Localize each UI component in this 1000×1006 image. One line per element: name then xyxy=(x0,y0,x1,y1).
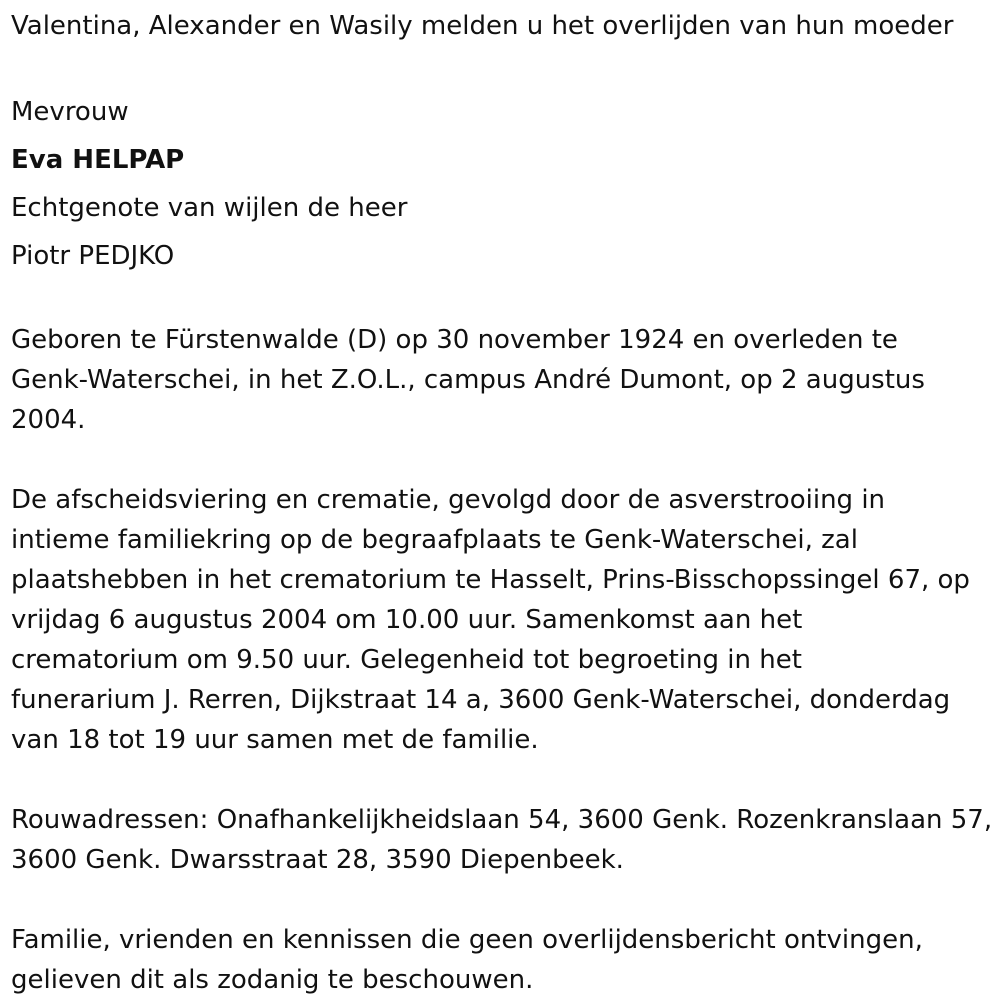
paragraph-line: Familie, vrienden en kennissen die geen overlijdensbericht ontvingen, xyxy=(11,925,923,955)
spouse-name: Piotr PEDJKO xyxy=(11,241,175,271)
paragraph-line: vrijdag 6 augustus 2004 om 10.00 uur. Samenkomst aan het xyxy=(11,605,803,635)
paragraph-line: crematorium om 9.50 uur. Gelegenheid tot begroeting in het xyxy=(11,645,802,675)
paragraph-line: 2004. xyxy=(11,405,86,435)
spouse-label: Echtgenote van wijlen de heer xyxy=(11,193,408,223)
addresses-paragraph xyxy=(11,800,993,880)
paragraph-line: De afscheidsviering en crematie, gevolgd door de asverstrooiing in xyxy=(11,485,886,515)
paragraph-line: 3600 Genk. Dwarsstraat 28, 3590 Diepenbeek. xyxy=(11,845,624,875)
spacer xyxy=(11,280,990,320)
paragraph-line: van 18 tot 19 uur samen met de familie. xyxy=(11,725,539,755)
deceased-block xyxy=(11,88,990,280)
paragraph-line: Rouwadressen: Onafhankelijkheidslaan 54, 3600 Genk. Rozenkranslaan 57, xyxy=(11,805,993,835)
paragraph-line: Geboren te Fürstenwalde (D) op 30 november 1924 en overleden te xyxy=(11,325,898,355)
paragraph-line: intieme familiekring op de begraafplaats te Genk-Waterschei, zal xyxy=(11,525,858,555)
closing-paragraph xyxy=(11,920,990,1000)
spacer xyxy=(11,880,990,920)
spacer xyxy=(11,440,990,480)
paragraph-line: funerarium J. Rerren, Dijkstraat 14 a, 3600 Genk-Waterschei, donderdag xyxy=(11,685,951,715)
paragraph-line: gelieven dit als zodanig te beschouwen. xyxy=(11,965,534,995)
deceased-name: Eva HELPAP xyxy=(11,145,185,175)
spacer xyxy=(11,44,990,88)
honorific: Mevrouw xyxy=(11,97,129,127)
spacer xyxy=(11,760,990,800)
intro-text: Valentina, Alexander en Wasily melden u het overlijden van hun moeder xyxy=(11,11,954,41)
ceremony-paragraph xyxy=(11,480,990,760)
paragraph-line: Genk-Waterschei, in het Z.O.L., campus André Dumont, op 2 augustus xyxy=(11,365,925,395)
birth-death-paragraph xyxy=(11,320,990,440)
paragraph-line: plaatshebben in het crematorium te Hasselt, Prins-Bisschopssingel 67, op xyxy=(11,565,970,595)
